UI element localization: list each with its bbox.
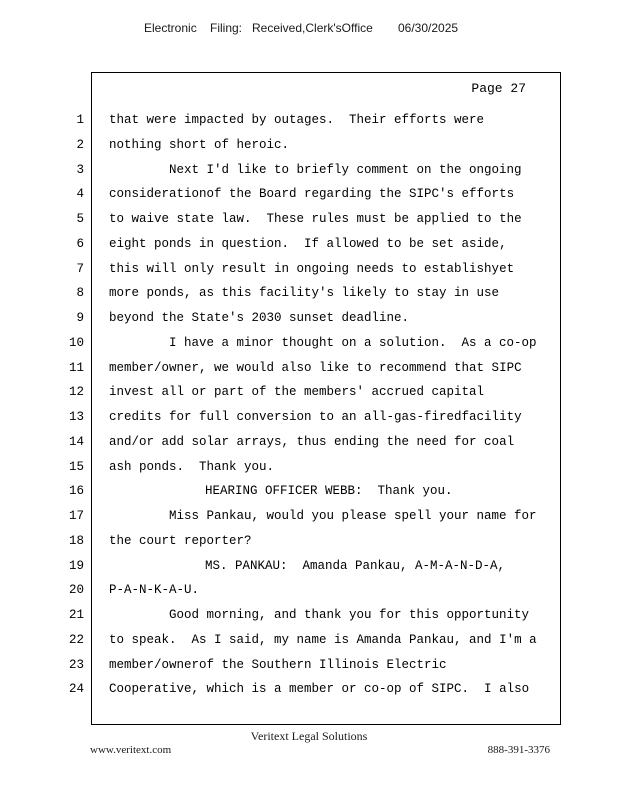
transcript-line: Next I'd like to briefly comment on the ongoing [169,162,522,177]
filing-header [0,21,618,37]
line-numbers [60,108,84,702]
transcript-line: P-A-N-K-A-U. [109,583,200,598]
footer-company: Veritext Legal Solutions [250,729,368,743]
transcript-page [91,72,561,725]
line-number: 7 [76,261,84,276]
footer-website: www.veritext.com [90,744,172,756]
transcript-line: the court reporter? [109,533,252,548]
transcript-line: eight ponds in question. If allowed to be set aside, [109,236,507,251]
line-number: 1 [76,113,84,127]
transcript-line: this will only result in ongoing needs to establishyet [109,261,515,276]
transcript-line: member/owner, we would also like to recommend that SIPC [109,360,522,375]
transcript-line: Miss Pankau, would you please spell your name for [169,509,537,523]
line-number: 20 [68,583,84,598]
line-number: 4 [76,187,84,202]
line-number: 5 [76,212,84,226]
line-number: 8 [76,286,84,301]
filing-header-date: 06/30/2025 [398,21,459,35]
line-number: 10 [68,335,84,350]
transcript-line: invest all or part of the members' accrued capital [109,385,485,400]
filing-header-filing: Filing: [210,21,243,35]
transcript-line: to speak. As I said, my name is Amanda Pankau, and I'm a [109,632,537,647]
transcript-line: Good morning, and thank you for this opportunity [169,608,530,622]
filing-header-electronic: Electronic [144,21,197,35]
transcript-line: MS. PANKAU: Amanda Pankau, A-M-A-N-D-A, [205,558,506,573]
transcript-line: nothing short of heroic. [109,137,290,152]
transcript-line: to waive state law. These rules must be applied to the [109,212,522,226]
line-number: 16 [68,484,84,499]
line-number: 2 [76,137,84,152]
line-number: 14 [68,434,84,449]
page-number: Page 27 [471,81,526,96]
transcript-line: credits for full conversion to an all-gas-firedfacility [109,410,522,424]
line-number: 22 [68,632,84,647]
transcript-body [109,108,554,702]
transcript-line: ash ponds. Thank you. [109,459,275,474]
transcript-line: member/ownerof the Southern Illinois Electric [109,657,447,672]
transcript-line: HEARING OFFICER WEBB: Thank you. [205,484,453,499]
line-number: 17 [68,509,84,523]
transcript-line: and/or add solar arrays, thus ending the need for coal [109,434,515,449]
line-number: 12 [68,385,84,400]
transcript-line: considerationof the Board regarding the SIPC's efforts [109,187,515,202]
line-number: 3 [76,162,84,177]
transcript-line: that were impacted by outages. Their efforts were [109,113,485,127]
line-number: 11 [68,360,84,375]
transcript-line: Cooperative, which is a member or co-op of SIPC. I also [109,682,530,697]
transcript-line: I have a minor thought on a solution. As a co-op [169,335,537,350]
footer-phone: 888-391-3376 [487,744,550,756]
line-number: 9 [76,311,84,325]
filing-header-received: Received,Clerk'sOffice [252,21,373,35]
transcript-line: more ponds, as this facility's likely to stay in use [109,286,500,301]
line-number: 24 [68,682,84,697]
transcript-line: beyond the State's 2030 sunset deadline. [109,311,410,325]
line-number: 18 [68,533,84,548]
line-number: 23 [68,657,84,672]
line-number: 15 [68,459,84,474]
line-number: 19 [68,558,84,573]
line-number: 6 [76,236,84,251]
line-number: 21 [68,608,84,622]
line-number: 13 [68,410,84,424]
